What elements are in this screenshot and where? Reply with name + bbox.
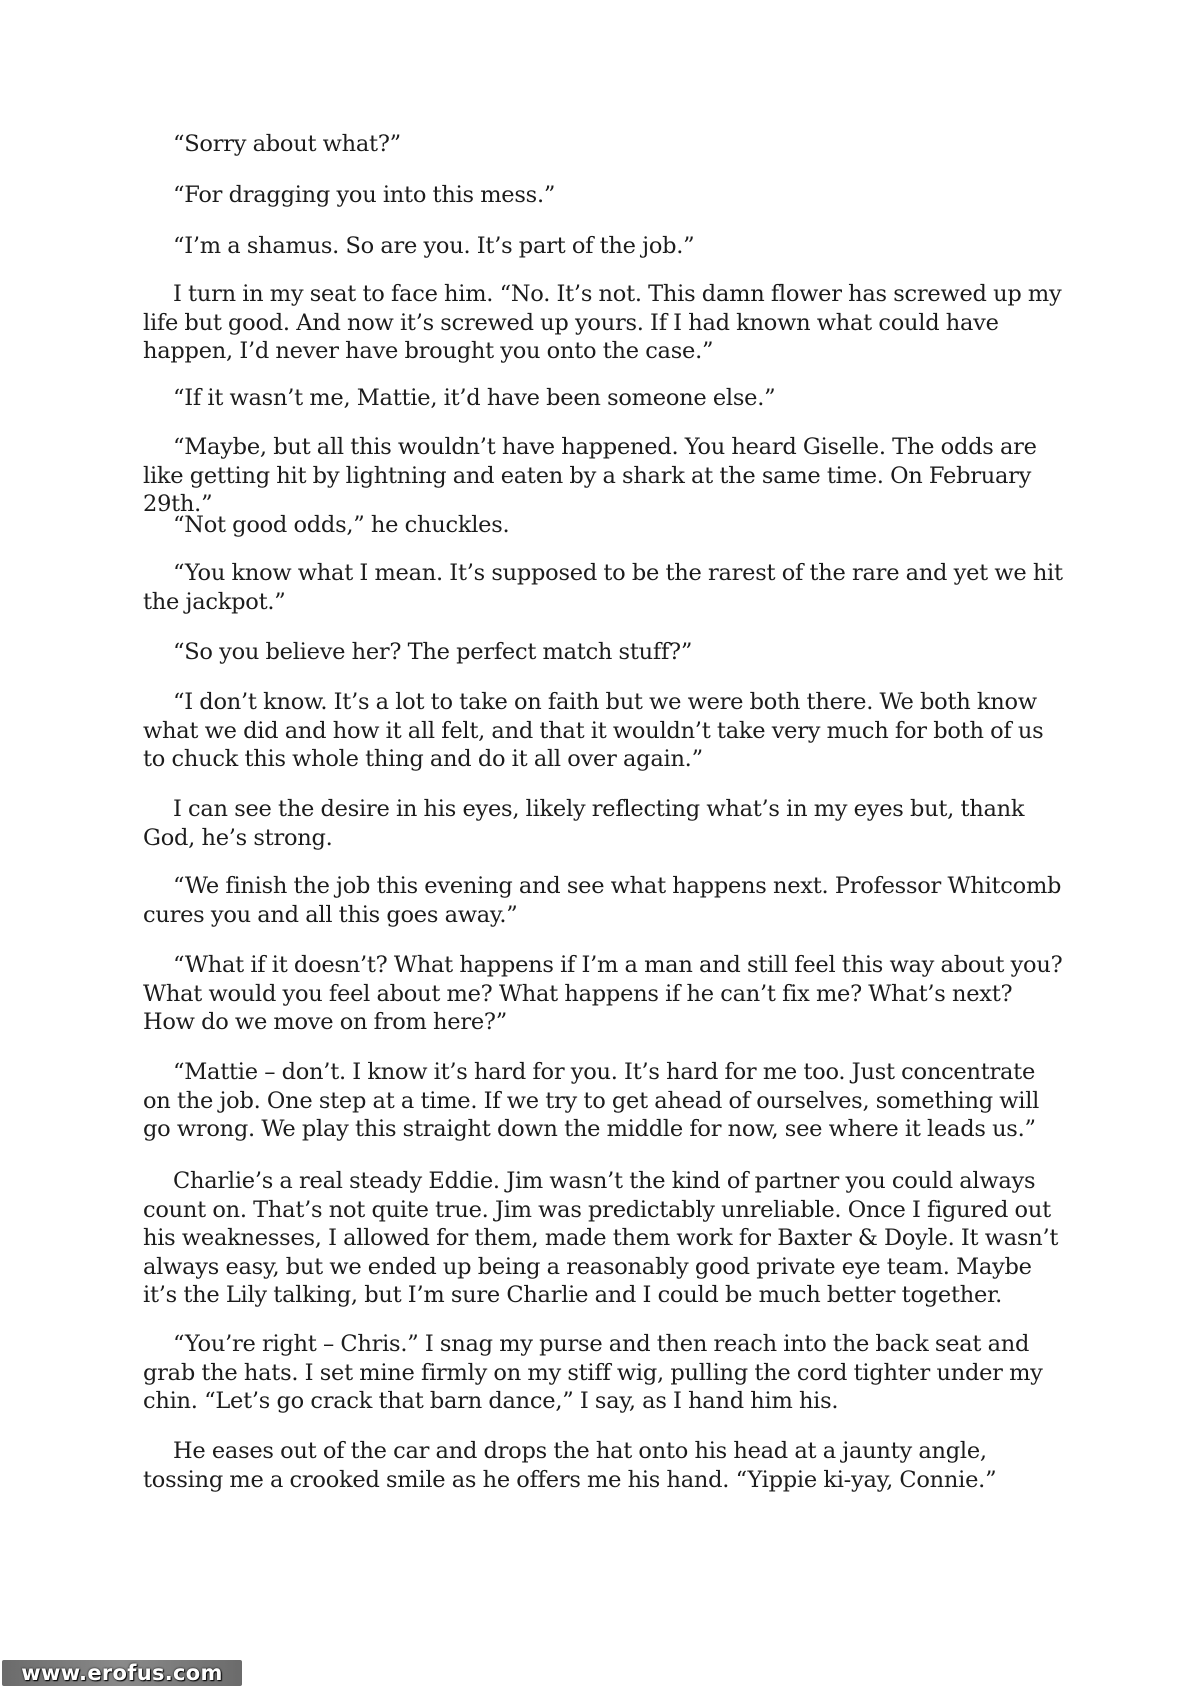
paragraph: “If it wasn’t me, Mattie, it’d have been someone else.” bbox=[173, 385, 776, 411]
paragraph: “What if it doesn’t? What happens if I’m a man and still feel this way about you? What would you feel about me? What happens if he can’t fix me? What’s next? How do we move on from here?” bbox=[143, 952, 1063, 1035]
paragraph: I can see the desire in his eyes, likely reflecting what’s in my eyes but, thank God, he’s strong. bbox=[143, 796, 1025, 851]
paragraph: I turn in my seat to face him. “No. It’s not. This damn flower has screwed up my life but good. And now it’s screwed up yours. If I had known what could have happen, I’d never have brought you onto the case.” bbox=[143, 281, 1062, 364]
paragraph: “So you believe her? The perfect match stuff?” bbox=[173, 639, 693, 665]
paragraph: Charlie’s a real steady Eddie. Jim wasn’t the kind of partner you could always count on. That’s not quite true. Jim was predictably unreliable. Once I figured out his weaknesses, I allowed for them, made them work for Baxter & Doyle. It wasn’t always easy, but we ended up being a reasonably good private eye team. Maybe it’s the Lily talking, but I’m sure Charlie and I could be much better together. bbox=[143, 1168, 1059, 1308]
paragraph: “I don’t know. It’s a lot to take on faith but we were both there. We both know what we did and how it all felt, and that it wouldn’t take very much for both of us to chuck this whole thing and do it all over again.” bbox=[143, 689, 1044, 772]
paragraph: “Not good odds,” he chuckles. bbox=[173, 512, 510, 538]
paragraph: “You’re right – Chris.” I snag my purse and then reach into the back seat and grab the hats. I set mine firmly on my stiff wig, pulling the cord tighter under my chin. “Let’s go crack that barn dance,” I say, as I hand him his. bbox=[143, 1331, 1043, 1414]
paragraph: “Mattie – don’t. I know it’s hard for you. It’s hard for me too. Just concentrate on the job. One step at a time. If we try to get ahead of ourselves, something will go wrong. We play this straight down the middle for now, see where it leads us.” bbox=[143, 1059, 1040, 1142]
paragraph: He eases out of the car and drops the hat onto his head at a jaunty angle, tossing me a crooked smile as he offers me his hand. “Yippie ki-yay, Connie.” bbox=[143, 1438, 997, 1493]
paragraph: “Sorry about what?” bbox=[173, 131, 401, 157]
paragraph: “For dragging you into this mess.” bbox=[173, 182, 556, 208]
paragraph: “We finish the job this evening and see what happens next. Professor Whitcomb cures you and all this goes away.” bbox=[143, 873, 1062, 928]
paragraph: “Maybe, but all this wouldn’t have happened. You heard Giselle. The odds are like getting hit by lightning and eaten by a shark at the same time. On February 29th.” bbox=[143, 434, 1037, 517]
paragraph: “I’m a shamus. So are you. It’s part of the job.” bbox=[173, 233, 695, 259]
watermark: www.erofus.com bbox=[2, 1660, 242, 1686]
paragraph: “You know what I mean. It’s supposed to be the rarest of the rare and yet we hit the jackpot.” bbox=[143, 560, 1063, 615]
